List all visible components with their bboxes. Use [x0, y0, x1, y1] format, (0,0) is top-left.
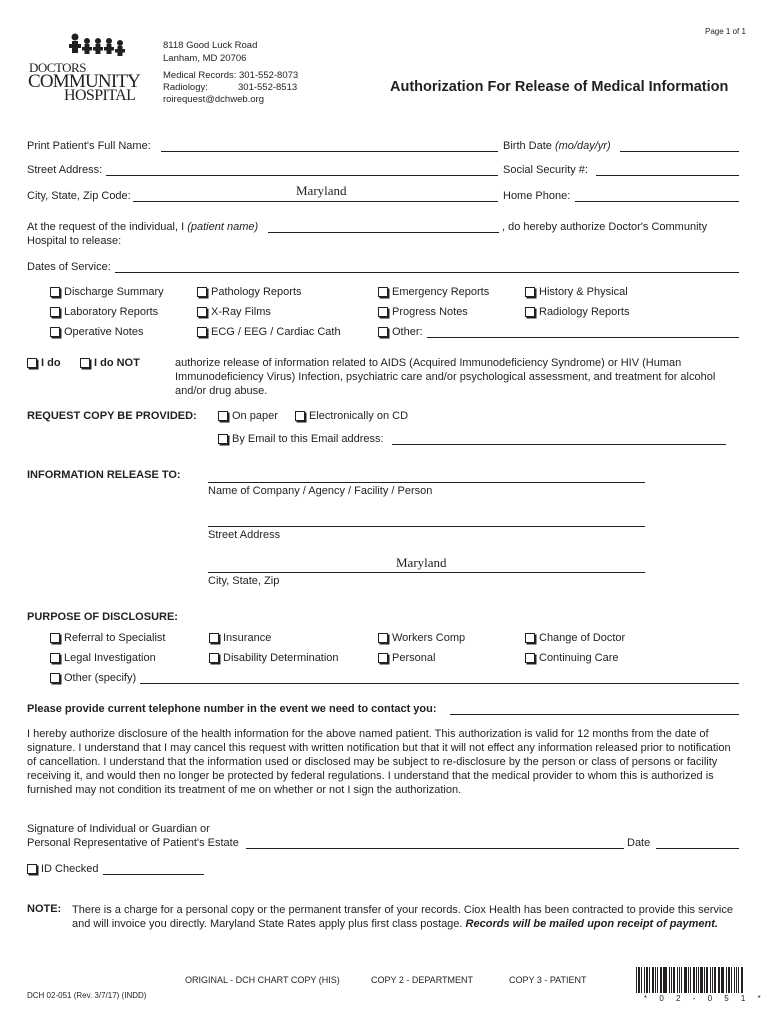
- checkbox-history-physical[interactable]: History & Physical: [525, 286, 628, 298]
- signature-field[interactable]: [246, 848, 624, 849]
- city-state-zip-field[interactable]: [133, 201, 498, 202]
- city-state-zip-label: City, State, Zip Code:: [27, 190, 131, 202]
- barcode-bar: [741, 967, 743, 993]
- date-label: Date: [627, 837, 651, 849]
- barcode-bar: [664, 967, 667, 993]
- barcode-bar: [649, 967, 650, 993]
- barcode-bar: [636, 967, 637, 993]
- release-to-city-caption: City, State, Zip: [208, 575, 280, 587]
- dates-of-service-field[interactable]: [115, 272, 739, 273]
- checkbox-icon: [378, 653, 388, 663]
- checkbox-icon: [378, 327, 388, 337]
- crosses-icon: [24, 32, 136, 62]
- checkbox-laboratory-reports[interactable]: Laboratory Reports: [50, 306, 158, 318]
- barcode-bar: [646, 967, 649, 993]
- checkbox-icon: [525, 287, 535, 297]
- consent-text-line-3: and/or drug abuse.: [175, 385, 268, 397]
- checkbox-legal-investigation[interactable]: Legal Investigation: [50, 652, 156, 664]
- medical-records-phone: Medical Records: 301-552-8073: [163, 70, 299, 81]
- checkbox-ecg-eeg-cardiac[interactable]: ECG / EEG / Cardiac Cath: [197, 326, 341, 338]
- other-records-field[interactable]: [427, 337, 739, 338]
- checkbox-icon: [525, 307, 535, 317]
- barcode-bar: [718, 967, 719, 993]
- checkbox-referral-specialist[interactable]: Referral to Specialist: [50, 632, 166, 644]
- barcode-bar: [688, 967, 689, 993]
- checkbox-xray-films[interactable]: X-Ray Films: [197, 306, 271, 318]
- barcode-bar: [671, 967, 672, 993]
- release-to-city-field[interactable]: [208, 572, 645, 573]
- consent-text-line-2: Immunodeficiency Virus) Infection, psychiatric care and/or psychological assessment, and treatment for alcohol: [175, 371, 716, 383]
- other-purpose-field[interactable]: [140, 683, 739, 684]
- barcode-bar: [731, 967, 732, 993]
- release-to-street-caption: Street Address: [208, 529, 281, 541]
- address-line-1: 8118 Good Luck Road: [163, 40, 258, 51]
- barcode-bar: [655, 967, 656, 993]
- radiology-phone: 301-552-8513: [238, 82, 298, 93]
- checkbox-insurance[interactable]: Insurance: [209, 632, 271, 644]
- checkbox-id-checked[interactable]: ID Checked: [27, 863, 98, 875]
- barcode-bar: [652, 967, 654, 993]
- barcode-bar: [736, 967, 738, 993]
- consent-text-line-1: authorize release of information related to AIDS (Acquired Immunodeficiency Syndrome) or HIV (Human: [175, 357, 682, 369]
- email-address-field[interactable]: [392, 444, 726, 445]
- checkbox-icon: [209, 653, 219, 663]
- purpose-label: PURPOSE OF DISCLOSURE:: [27, 611, 178, 623]
- checkbox-continuing-care[interactable]: Continuing Care: [525, 652, 619, 664]
- city-state-zip-value: Maryland: [296, 183, 347, 198]
- barcode-bar: [690, 967, 691, 993]
- barcode-icon: [636, 967, 744, 993]
- checkbox-workers-comp[interactable]: Workers Comp: [378, 632, 465, 644]
- barcode-bar: [673, 967, 675, 993]
- checkbox-on-paper[interactable]: On paper: [218, 410, 278, 422]
- signature-label-1: Signature of Individual or Guardian or: [27, 823, 210, 835]
- checkbox-icon: [27, 864, 37, 874]
- release-to-street-field[interactable]: [208, 526, 645, 527]
- checkbox-icon: [50, 633, 60, 643]
- barcode-bar: [657, 967, 658, 993]
- barcode-bar: [638, 967, 640, 993]
- barcode-bar: [719, 967, 720, 993]
- logo-line-2: COMMUNITY: [28, 71, 141, 92]
- footer-copy-patient: COPY 3 - PATIENT: [509, 975, 587, 985]
- barcode-bar: [644, 967, 645, 993]
- note-emphasis: Records will be mailed upon receipt of payment.: [465, 918, 718, 930]
- checkbox-icon: [80, 358, 90, 368]
- barcode-bar: [728, 967, 730, 993]
- footer-copy-original: ORIGINAL - DCH CHART COPY (HIS): [185, 975, 340, 985]
- release-to-city-value: Maryland: [396, 555, 447, 570]
- contact-phone-field[interactable]: [450, 714, 739, 715]
- checkbox-icon: [378, 633, 388, 643]
- checkbox-pathology-reports[interactable]: Pathology Reports: [197, 286, 302, 298]
- birth-date-field[interactable]: [620, 151, 739, 152]
- contact-email: roirequest@dchweb.org: [163, 94, 265, 105]
- patient-name-label: Print Patient's Full Name:: [27, 140, 151, 152]
- checkbox-icon: [197, 307, 207, 317]
- checkbox-icon: [218, 434, 228, 444]
- request-line-2: Hospital to release:: [27, 235, 122, 247]
- barcode-bar: [714, 967, 716, 993]
- barcode-bar: [660, 967, 662, 993]
- checkbox-icon: [525, 653, 535, 663]
- home-phone-label: Home Phone:: [503, 190, 571, 202]
- checkbox-icon: [50, 673, 60, 683]
- checkbox-disability-determination[interactable]: Disability Determination: [209, 652, 339, 664]
- checkbox-other-records[interactable]: Other:: [378, 326, 423, 338]
- checkbox-icon: [197, 327, 207, 337]
- signature-label-2: Personal Representative of Patient's Estate: [27, 837, 239, 849]
- checkbox-operative-notes[interactable]: Operative Notes: [50, 326, 143, 338]
- id-checked-field[interactable]: [103, 874, 204, 875]
- checkbox-progress-notes[interactable]: Progress Notes: [378, 306, 468, 318]
- patient-name-field[interactable]: [161, 151, 498, 152]
- release-to-label: INFORMATION RELEASE TO:: [27, 469, 181, 481]
- street-address-label: Street Address:: [27, 164, 103, 176]
- checkbox-electronic-cd[interactable]: Electronically on CD: [295, 410, 408, 422]
- barcode-bar: [704, 967, 705, 993]
- radiology-label: Radiology:: [163, 82, 208, 93]
- checkbox-personal[interactable]: Personal: [378, 652, 435, 664]
- ssn-label: Social Security #:: [503, 164, 588, 176]
- release-to-name-field[interactable]: [208, 482, 645, 483]
- checkbox-discharge-summary[interactable]: Discharge Summary: [50, 286, 164, 298]
- street-address-field[interactable]: [106, 175, 498, 176]
- checkbox-icon: [197, 287, 207, 297]
- checkbox-i-do[interactable]: I do: [27, 357, 61, 369]
- barcode-bar: [681, 967, 683, 993]
- barcode-bar: [684, 967, 687, 993]
- barcode-bar: [721, 967, 724, 993]
- barcode-bar: [706, 967, 708, 993]
- checkbox-icon: [50, 653, 60, 663]
- checkbox-change-of-doctor[interactable]: Change of Doctor: [525, 632, 625, 644]
- checkbox-icon: [50, 307, 60, 317]
- logo-line-3: HOSPITAL: [64, 87, 136, 104]
- barcode-bar: [663, 967, 664, 993]
- barcode-bar: [712, 967, 713, 993]
- barcode-bar: [669, 967, 670, 993]
- checkbox-emergency-reports[interactable]: Emergency Reports: [378, 286, 489, 298]
- footer-copy-department: COPY 2 - DEPARTMENT: [371, 975, 474, 985]
- note-label: NOTE:: [27, 903, 62, 915]
- checkbox-icon: [378, 307, 388, 317]
- phone-prompt: Please provide current telephone number in the event we need to contact you:: [27, 703, 437, 715]
- form-title: Authorization For Release of Medical Information: [390, 79, 729, 95]
- barcode-bar: [679, 967, 680, 993]
- checkbox-by-email[interactable]: By Email to this Email address:: [218, 433, 384, 445]
- signature-date-field[interactable]: [656, 848, 739, 849]
- barcode-text: * 0 2 - 0 5 1 *: [644, 994, 766, 1003]
- barcode-bar: [677, 967, 678, 993]
- ssn-field[interactable]: [596, 175, 739, 176]
- checkbox-i-do-not[interactable]: I do NOT: [80, 357, 140, 369]
- page-number: Page 1 of 1: [705, 27, 746, 36]
- checkbox-radiology-reports[interactable]: Radiology Reports: [525, 306, 630, 318]
- checkbox-other-purpose[interactable]: Other (specify): [50, 672, 136, 684]
- note-text: There is a charge for a personal copy or the permanent transfer of your records. Ciox Health has been contracted to provide this service and will invoice you directly. Maryland State Rates apply plus first class postage. Records will be mailed upon receipt of payment.: [72, 904, 733, 930]
- address-line-2: Lanham, MD 20706: [163, 53, 247, 64]
- dates-of-service-label: Dates of Service:: [27, 261, 111, 273]
- barcode-bar: [698, 967, 699, 993]
- home-phone-field[interactable]: [575, 201, 739, 202]
- barcode-bar: [696, 967, 697, 993]
- authorization-paragraph: I hereby authorize disclosure of the health information for the above named patient. This authorization is valid for 12 months from the date of signature. I understand that I may cancel this request with written notification but that it will not effect any information released prior to notification of cancellation. I understand that the information used or disclosed may be subject to re-disclosure by the person or class of persons or facility receiving it, and would then no longer be protected by federal regulations. I understand that the medical provider to whom this is authorized is furnished may not condition its treatment of me on whether or not I sign the authorization.: [27, 728, 731, 796]
- logo-line-1: DOCTORS: [29, 60, 86, 75]
- barcode-bar: [726, 967, 727, 993]
- birth-date-label: Birth Date (mo/day/yr): [503, 140, 611, 152]
- checkbox-icon: [295, 411, 305, 421]
- patient-name-authorize-field[interactable]: [268, 232, 499, 233]
- barcode-bar: [710, 967, 711, 993]
- barcode-bar: [700, 967, 703, 993]
- checkbox-icon: [218, 411, 228, 421]
- checkbox-icon: [525, 633, 535, 643]
- barcode-bar: [738, 967, 739, 993]
- checkbox-icon: [50, 327, 60, 337]
- release-to-name-caption: Name of Company / Agency / Facility / Person: [208, 485, 433, 497]
- hospital-logo: [24, 32, 141, 104]
- request-suffix: , do hereby authorize Doctor's Community: [502, 221, 708, 233]
- checkbox-icon: [50, 287, 60, 297]
- checkbox-icon: [378, 287, 388, 297]
- checkbox-icon: [27, 358, 37, 368]
- barcode-bar: [734, 967, 735, 993]
- checkbox-icon: [209, 633, 219, 643]
- barcode-bar: [641, 967, 642, 993]
- barcode-bar: [693, 967, 695, 993]
- request-prefix: At the request of the individual, I (patient name): [27, 221, 259, 233]
- form-code: DCH 02-051 (Rev. 3/7/17) (INDD): [27, 991, 147, 1000]
- copy-provided-label: REQUEST COPY BE PROVIDED:: [27, 410, 197, 422]
